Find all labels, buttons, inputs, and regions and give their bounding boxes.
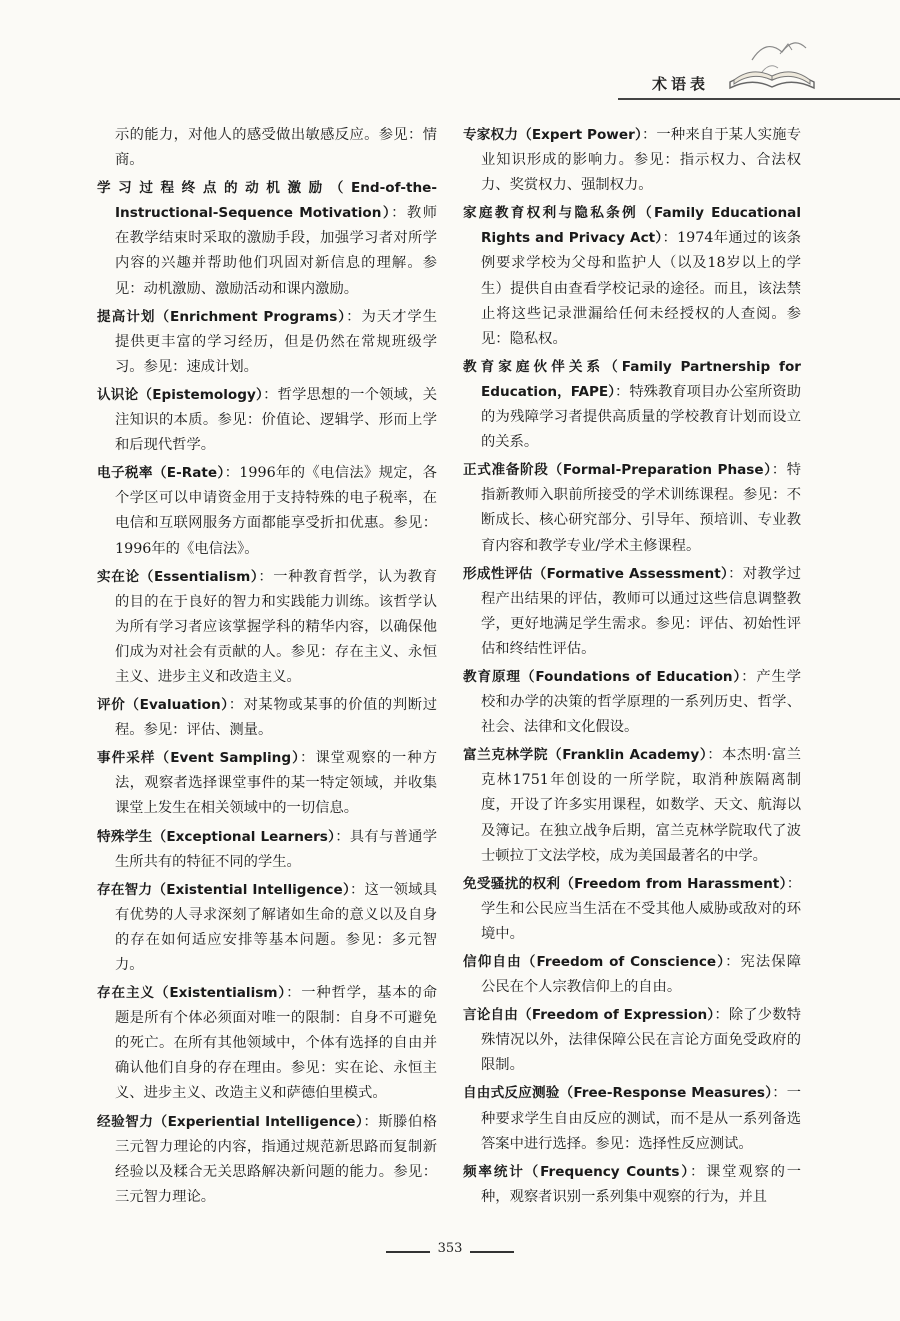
glossary-term: 存在智力（Existential Intelligence） <box>97 881 350 898</box>
glossary-term: 言论自由（Freedom of Expression） <box>463 1007 715 1024</box>
glossary-entry <box>97 383 437 458</box>
page-number: 353 <box>437 1241 463 1256</box>
glossary-definition: ：一种教育哲学，认为教育的目的在于良好的智力和实践能力训练。该哲学认为所有学习者应该掌握学科的精华内容，以确保他们成为对社会有贡献的人。参见：存在主义、永恒主义、进步主义和改造主义。 <box>115 568 437 685</box>
page-header <box>0 0 900 120</box>
glossary-entry <box>97 825 437 875</box>
glossary-entry <box>463 201 801 352</box>
glossary-term: 评价（Evaluation） <box>97 697 229 714</box>
glossary-term: 事件采样（Event Sampling） <box>97 750 300 767</box>
glossary-definition: ：1996年的《电信法》规定，各个学区可以申请资金用于支持特殊的电子税率，在电信和互联网服务方面都能享受折扣优惠。参见：1996年的《电信法》。 <box>115 465 437 557</box>
glossary-definition: ：宪法保障公民在个人宗教信仰上的自由。 <box>481 954 801 996</box>
glossary-term: 家庭教育权利与隐私条例（Family Educational Rights and Privacy Act） <box>463 205 801 247</box>
glossary-entry <box>463 950 801 1000</box>
left-column <box>97 123 437 1213</box>
glossary-definition: ：特指新教师入职前所接受的学术训练课程。参见：不断成长、核心研究部分、引导年、预培训、专业教育内容和教学专业/学术主修课程。 <box>481 462 801 554</box>
glossary-entry <box>463 123 801 198</box>
glossary-definition: ：对某物或某事的价值的判断过程。参见：评估、测量。 <box>115 697 437 739</box>
glossary-definition: ：这一领域具有优势的人寻求深刻了解诸如生命的意义以及自身的存在如何适应安排等基本问题。参见：多元智力。 <box>115 881 437 973</box>
glossary-definition: ：学生和公民应当生活在不受其他人威胁或敌对的环境中。 <box>481 875 801 942</box>
glossary-definition: ：课堂观察的一种方法，观察者选择课堂事件的某一特定领域，并收集课堂上发生在相关领域中的一切信息。 <box>115 750 438 817</box>
section-title: 术语表 <box>652 75 710 93</box>
continuation-text: 示的能力，对他人的感受做出敏感反应。参见：情商。 <box>115 127 437 169</box>
glossary-entry <box>463 562 801 662</box>
page-footer <box>0 1238 900 1268</box>
glossary-entry <box>97 746 437 821</box>
glossary-entry <box>463 1160 801 1210</box>
header-rule <box>618 98 900 100</box>
open-book-icon <box>722 30 822 100</box>
glossary-definition: ：本杰明·富兰克林1751年创设的一所学院，取消种族隔离制度，开设了许多实用课程，如数学、天文、航海以及簿记。在独立战争后期，富兰克林学院取代了波士顿拉丁文法学校，成为美国最著名的中学。 <box>481 747 801 864</box>
glossary-entry <box>463 1081 801 1156</box>
glossary-definition: ：一种要求学生自由反应的测试，而不是从一系列备选答案中进行选择。参见：选择性反应测试。 <box>481 1085 801 1152</box>
glossary-term: 实在论（Essentialism） <box>97 568 259 585</box>
glossary-definition: ：斯滕伯格三元智力理论的内容，指通过规范新思路而复制新经验以及糅合无关思路解决新问题的能力。参见：三元智力理论。 <box>115 1113 437 1205</box>
glossary-definition: ：课堂观察的一种，观察者识别一系列集中观察的行为，并且 <box>481 1163 801 1205</box>
glossary-definition: ：为天才学生提供更丰富的学习经历，但是仍然在常规班级学习。参见：速成计划。 <box>115 308 437 375</box>
glossary-definition: ：对教学过程产出结果的评估，教师可以通过这些信息调整教学，更好地满足学生需求。参见：评估、初始性评估和终结性评估。 <box>481 565 802 657</box>
glossary-term: 特殊学生（Exceptional Learners） <box>97 828 336 845</box>
glossary-term: 形成性评估（Formative Assessment） <box>463 565 729 582</box>
glossary-entry <box>97 1110 437 1210</box>
glossary-definition: ：教师在教学结束时采取的激励手段，加强学习者对所学内容的兴趣并帮助他们巩固对新信息的理解。参见：动机激励、激励活动和课内激励。 <box>115 205 437 297</box>
glossary-entry <box>97 981 437 1106</box>
glossary-entry <box>463 872 801 947</box>
glossary-definition: ：除了少数特殊情况以外，法律保障公民在言论方面免受政府的限制。 <box>481 1007 802 1074</box>
glossary-term: 教育原理（Foundations of Education） <box>463 668 742 685</box>
glossary-term: 经验智力（Experiential Intelligence） <box>97 1113 364 1130</box>
glossary-entry <box>463 1003 801 1078</box>
glossary-term: 自由式反应测验（Free-Response Measures） <box>463 1085 773 1102</box>
glossary-entry <box>97 693 437 743</box>
glossary-entry <box>97 176 437 301</box>
glossary-definition: ：特殊教育项目办公室所资助的为残障学习者提供高质量的学校教育计划而设立的关系。 <box>481 383 802 451</box>
glossary-definition: ：产生学校和办学的决策的哲学原理的一系列历史、哲学、社会、法律和文化假设。 <box>481 668 801 736</box>
glossary-term: 学习过程终点的动机激励（End-of-the-Instructional-Sequence Motivation） <box>97 180 437 222</box>
glossary-entry <box>97 878 437 978</box>
footer-ornament-left <box>386 1251 430 1253</box>
glossary-definition: ：1974年通过的该条例要求学校为父母和监护人（以及18岁以上的学生）提供自由查看学校记录的途径。而且，该法禁止将这些记录泄漏给任何未经授权的人查阅。参见：隐私权。 <box>481 230 801 347</box>
glossary-term: 电子税率（E-Rate） <box>97 465 225 482</box>
glossary-entry <box>97 461 437 561</box>
glossary-entry <box>463 458 801 558</box>
glossary-definition: ：一种来自于某人实施专业知识形成的影响力。参见：指示权力、合法权力、奖赏权力、强制权力。 <box>481 127 801 194</box>
glossary-definition: ：具有与普通学生所共有的特征不同的学生。 <box>115 828 438 870</box>
glossary-term: 专家权力（Expert Power） <box>463 127 642 143</box>
glossary-entry <box>97 305 437 380</box>
glossary-term: 富兰克林学院（Franklin Academy） <box>463 747 708 764</box>
glossary-entry <box>97 565 437 690</box>
glossary-term: 频率统计（Frequency Counts） <box>463 1163 690 1180</box>
glossary-term: 免受骚扰的权利（Freedom from Harassment） <box>463 875 787 892</box>
glossary-term: 认识论（Epistemology） <box>97 386 264 403</box>
glossary-term: 信仰自由（Freedom of Conscience） <box>463 954 726 970</box>
glossary-term: 教育家庭伙伴关系（Family Partnership for Education，FAPE） <box>463 358 801 400</box>
right-column <box>463 123 801 1213</box>
glossary-term: 提高计划（Enrichment Programs） <box>97 308 347 325</box>
footer-ornament-right <box>470 1251 514 1253</box>
glossary-term: 正式准备阶段（Formal-Preparation Phase） <box>463 462 772 479</box>
glossary-entry <box>463 743 801 868</box>
glossary-term: 存在主义（Existentialism） <box>97 985 287 1002</box>
glossary-definition: ：哲学思想的一个领域，关注知识的本质。参见：价值论、逻辑学、形而上学和后现代哲学。 <box>115 386 438 454</box>
glossary-entry <box>463 355 801 455</box>
glossary-definition: ：一种哲学，基本的命题是所有个体必须面对唯一的限制：自身不可避免的死亡。在所有其他领域中，个体有选择的自由并确认他们自身的存在理由。参见：实在论、永恒主义、进步主义、改造主义和萨德伯里模式。 <box>115 985 437 1102</box>
glossary-entry <box>463 665 801 740</box>
